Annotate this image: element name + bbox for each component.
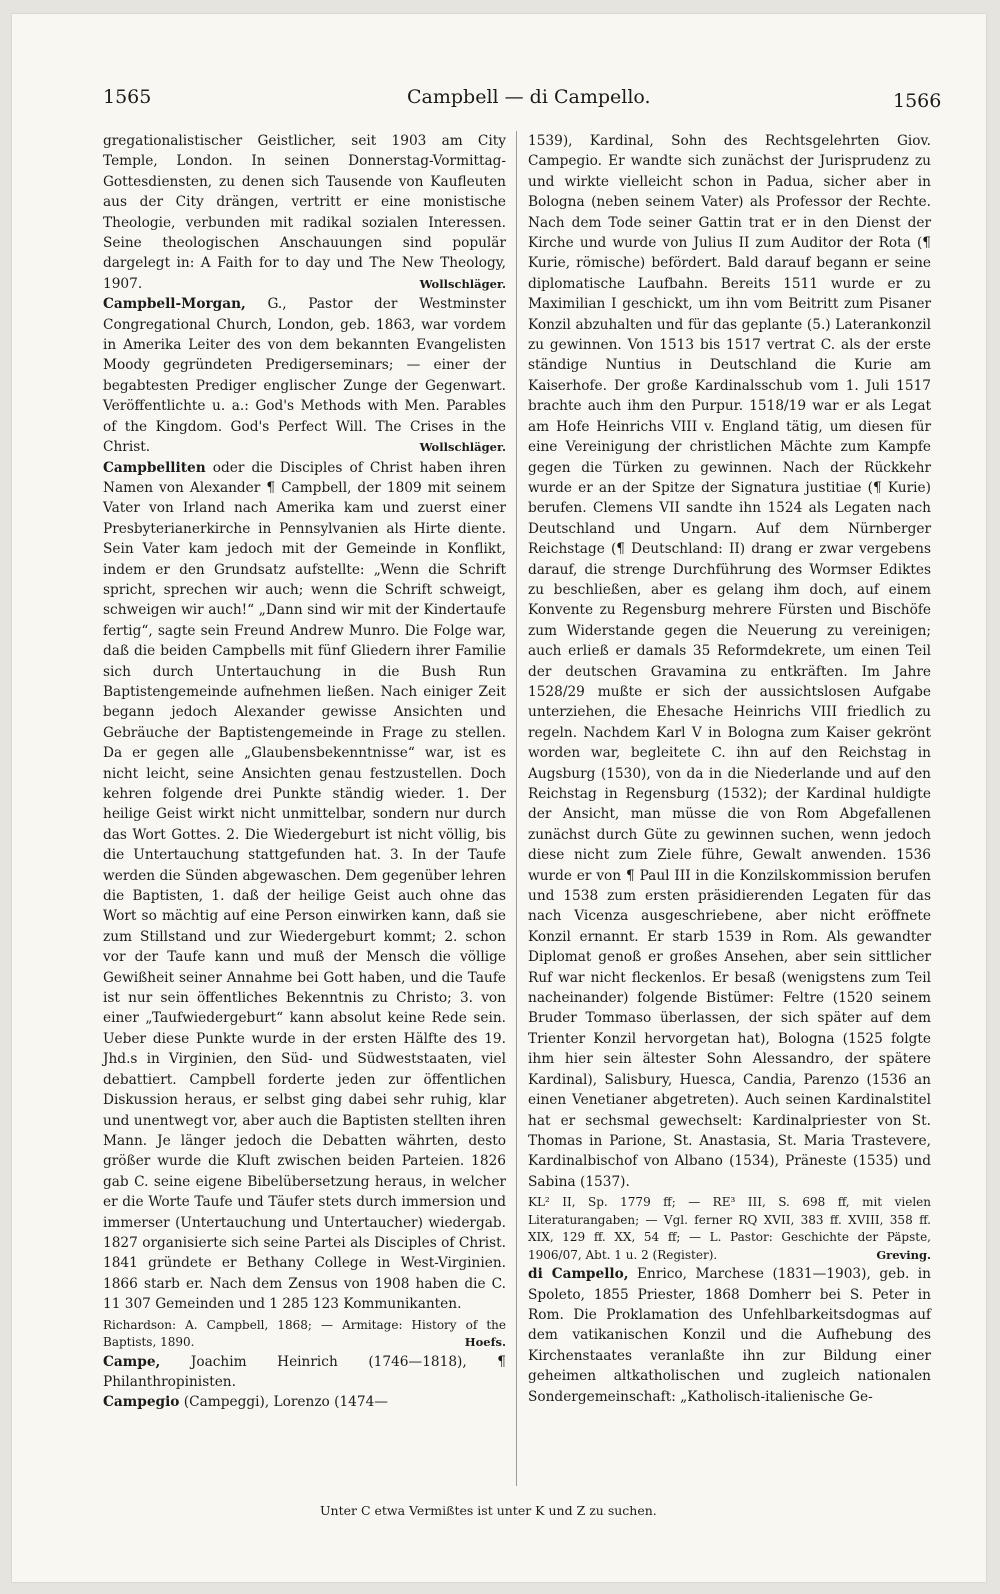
author-signature: Wollschläger.	[419, 440, 506, 455]
left-column-number: 1565	[103, 86, 152, 108]
author-signature: Greving.	[876, 1247, 931, 1262]
author-signature: Wollschläger.	[419, 276, 506, 291]
literature-reference: Richardson: A. Campbell, 1868; — Armitage: History of the Baptists, 1890. Hoefs.	[103, 1317, 506, 1352]
entry-continuation-paragraph: gregationalistischer Geistlicher, seit 1903 am City Temple, London. In seinen Donnerstag-Vormittag-Gottesdiensten, zu denen sich Tausende von Kaufleuten aus der City drängen, vertritt er eine monistische Theologie, verbunden mit radikal sozialen Interessen. Seine theologischen Anschauungen sind populär dargelegt in: A Faith for to day und The New Theology, 1907. Wollschläger.	[103, 131, 506, 294]
entry-campbelliten: Campbelliten oder die Disciples of Christ haben ihren Namen von Alexander ¶ Campbell, der 1809 mit seinem Vater von Irland nach Amerika kam und zuerst einer Presbyterianerkirche in Pennsylvanien als Hirte diente. Sein Vater kam jedoch mit der Gemeinde in Konflikt, indem er den Grundsatz aufstellte: „Wenn die Schrift spricht, sprechen wir auch; wenn die Schrift schweigt, schweigen wir auch!“ „Dann sind wir mit der Kindertaufe fertig“, sagte sein Freund Andrew Munro. Die Folge war, daß die beiden Campbells mit fünf Gliedern ihrer Familie sich durch Untertauchung in die Bush Run Baptistengemeinde aufnehmen ließen. Nach einiger Zeit begann jedoch Alexander gewisse Ansichten und Gebräuche der Baptistengemeinde in Frage zu stellen. Da er gegen alle „Glaubensbekenntnisse“ war, ist es nicht leicht, seine Ansichten genau festzustellen. Doch kehren folgende drei Punkte ständig wieder. 1. Der heilige Geist wirkt nicht unmittelbar, sondern nur durch das Wort Gottes. 2. Die Wiedergeburt ist nicht völlig, bis die Untertauchung stattgefunden hat. 3. In der Taufe werden die Sünden abgewaschen. Dem gegenüber lehren die Baptisten, 1. daß der heilige Geist auch ohne das Wort so mächtig auf eine Person einwirken kann, daß sie zum Stillstand und zur Wiedergeburt kommt; 2. schon vor der Taufe kann und muß der Mensch die völlige Gewißheit seiner Annahme bei Gott haben, und die Taufe ist nur sein öffentliches Bekenntnis zu Christo; 3. von einer „Taufwiedergeburt“ kann absolut keine Rede sein. Ueber diese Punkte wurde in der ersten Hälfte des 19. Jhd.s in Virginien, den Süd- und Südweststaaten, viel debattiert. Campbell forderte jeden zur öffentlichen Diskussion heraus, er selbst ging dabei sehr ruhig, klar und unentwegt vor, aber auch die Baptisten stellten ihren Mann. Je länger jedoch die Debatten währten, desto größer wurde die Kluft zwischen beiden Parteien. 1826 gab C. seine eigene Bibelübersetzung heraus, in welcher er die Worte Taufe und Täufer stets durch immersion und immerser (Untertauchung und Untertaucher) wiedergab. 1827 organisierte sich seine Partei als Disciples of Christ. 1841 gründete er Bethany College in West-Virginien. 1866 starb er. Nach dem Zensus von 1908 haben die C. 11 307 Gemeinden und 1 285 123 Kommunikanten.	[103, 459, 506, 1313]
entry-continuation-paragraph: 1539), Kardinal, Sohn des Rechtsgelehrten Giov. Campegio. Er wandte sich zunächst der Jurisprudenz zu und wirkte vielleicht schon in Padua, sicher aber in Bologna (neben seinem Vater) als Professor der Rechte. Nach dem Tode seiner Gattin trat er in den Dienst der Kirche und wurde von Julius II zum Auditor der Rota (¶ Kurie, römische) befördert. Bald darauf begann er seine diplomatische Laufbahn. Bereits 1511 wurde er zu Maximilian I geschickt, um ihn vom Beitritt zum Pisaner Konzil abzuhalten und für das geplante (5.) Laterankonzil zu gewinnen. Von 1513 bis 1517 vertrat C. als der erste ständige Nuntius in Deutschland die Kurie am Kaiserhofe. Der große Kardinalsschub vom 1. Juli 1517 brachte auch ihm den Purpur. 1518/19 war er als Legat am Hofe Heinrichs VIII v. England tätig, um diesen für eine Vereinigung der christlichen Mächte zum Kampfe gegen die Türken zu gewinnen. Nach der Rückkehr wurde er an der Spitze der Signatura justitiae (¶ Kurie) berufen. Clemens VII sandte ihn 1524 als Legaten nach Deutschland und Ungarn. Auf dem Nürnberger Reichstage (¶ Deutschland: II) drang er zwar vergebens darauf, die strenge Durchführung des Wormser Ediktes zu beschließen, aber es gelang ihm doch, auf einem Konvente zu Regensburg mehrere Fürsten und Bischöfe zum Widerstande gegen die Neuerung zu vereinigen; auch erließ er damals 35 Reformdekrete, um einen Teil der deutschen Gravamina zu entkräften. Im Jahre 1528/29 mußte er sich der aussichtslosen Aufgabe unterziehen, die Ehesache Heinrichs VIII friedlich zu regeln. Nachdem Karl V in Bologna zum Kaiser gekrönt worden war, begleitete C. ihn auf den Reichstag in Augsburg (1530), von da in die Niederlande und auf den Reichstag in Regensburg (1532); der Kardinal huldigte der Ansicht, man müsse die von Rom Abgefallenen zunächst durch Güte zu gewinnen suchen, wenn jedoch diese nicht zum Ziele führe, Gewalt anwenden. 1536 wurde er von ¶ Paul III in die Konzilskommission berufen und 1538 zum ersten präsidierenden Legaten für das nach Vicenza ausgeschriebene, aber nicht eröffnete Konzil ernannt. Er starb 1539 in Rom. Als gewandter Diplomat genoß er großes Ansehen, aber sein sittlicher Ruf war nicht fleckenlos. Er besaß (wenigstens zum Teil nacheinander) folgende Bistümer: Feltre (1520 seinem Bruder Tommaso überlassen, der sich später auf dem Trienter Konzil hervorgetan hat), Bologna (1525 folgte ihm hier sein ältester Sohn Alessandro, der spätere Kardinal), Salisbury, Huesca, Candia, Parenzo (1536 an einen Venetianer abgetreten). Auch seinen Kardinalstitel hat er sechsmal gewechselt: Kardinalpriester von St. Thomas in Parione, St. Anastasia, St. Maria Trastevere, Kardinalbischof von Albano (1534), Pränestе (1535) und Sabina (1537).	[528, 133, 931, 1190]
entry-lemma: Campe,	[103, 1353, 161, 1370]
entry-lemma: Campbelliten	[103, 459, 206, 476]
author-signature: Hoefs.	[464, 1335, 506, 1350]
entry-di-campello: di Campello, Enrico, Marchese (1831—1903), geb. in Spoleto, 1855 Priester, 1868 Domherr bei S. Peter in Rom. Die Proklamation des Unfehlbarkeitsdogmas auf dem vatikanischen Konzil und die Aufhebung des Kirchenstaates veranlaßte ihn zur Bildung einer geheimen altkatholischen und zugleich nationalen Sondergemeinschaft: „Katholisch-italienische Ge-	[528, 1266, 932, 1405]
right-column	[528, 131, 931, 1407]
literature-reference: KL² II, Sp. 1779 ff; — RE³ III, S. 698 ff, mit vielen Literaturangaben; — Vgl. ferner RQ XVII, 383 ff. XVIII, 358 ff. XIX, 129 ff. XX, 54 ff; — L. Pastor: Geschichte der Päpste, 1906/07, Abt. 1 u. 2 (Register). Greving.	[528, 1194, 931, 1264]
entry-campegio: Campegio (Campeggi), Lorenzo (1474—	[103, 1394, 388, 1411]
entry-lemma: Campbell-Morgan,	[103, 296, 246, 313]
column-divider	[516, 131, 517, 1486]
entry-campbell-morgan: Campbell-Morgan, G., Pastor der Westminster Congregational Church, London, geb. 1863, war vordem in Amerika Leiter des von dem bekannten Evangelisten Moody gegründeten Predigerseminars; — einer der begabtesten Prediger englischer Zunge der Gegenwart. Veröffentlichte u. a.: God's Methods with Men. Parables of the Kingdom. God's Perfect Will. The Crises in the Christ. Wollschläger.	[103, 294, 506, 457]
running-head: Campbell — di Campello.	[407, 86, 651, 108]
right-column-number: 1566	[893, 90, 942, 112]
left-column	[103, 131, 506, 1413]
entry-lemma: Campegio	[103, 1394, 180, 1411]
footer-note: Unter C etwa Vermißtes ist unter K und Z zu suchen.	[320, 1503, 657, 1518]
entry-lemma: di Campello,	[528, 1266, 629, 1283]
entry-campe: Campe, Joachim Heinrich (1746—1818), ¶ Philanthropinisten.	[103, 1353, 506, 1390]
